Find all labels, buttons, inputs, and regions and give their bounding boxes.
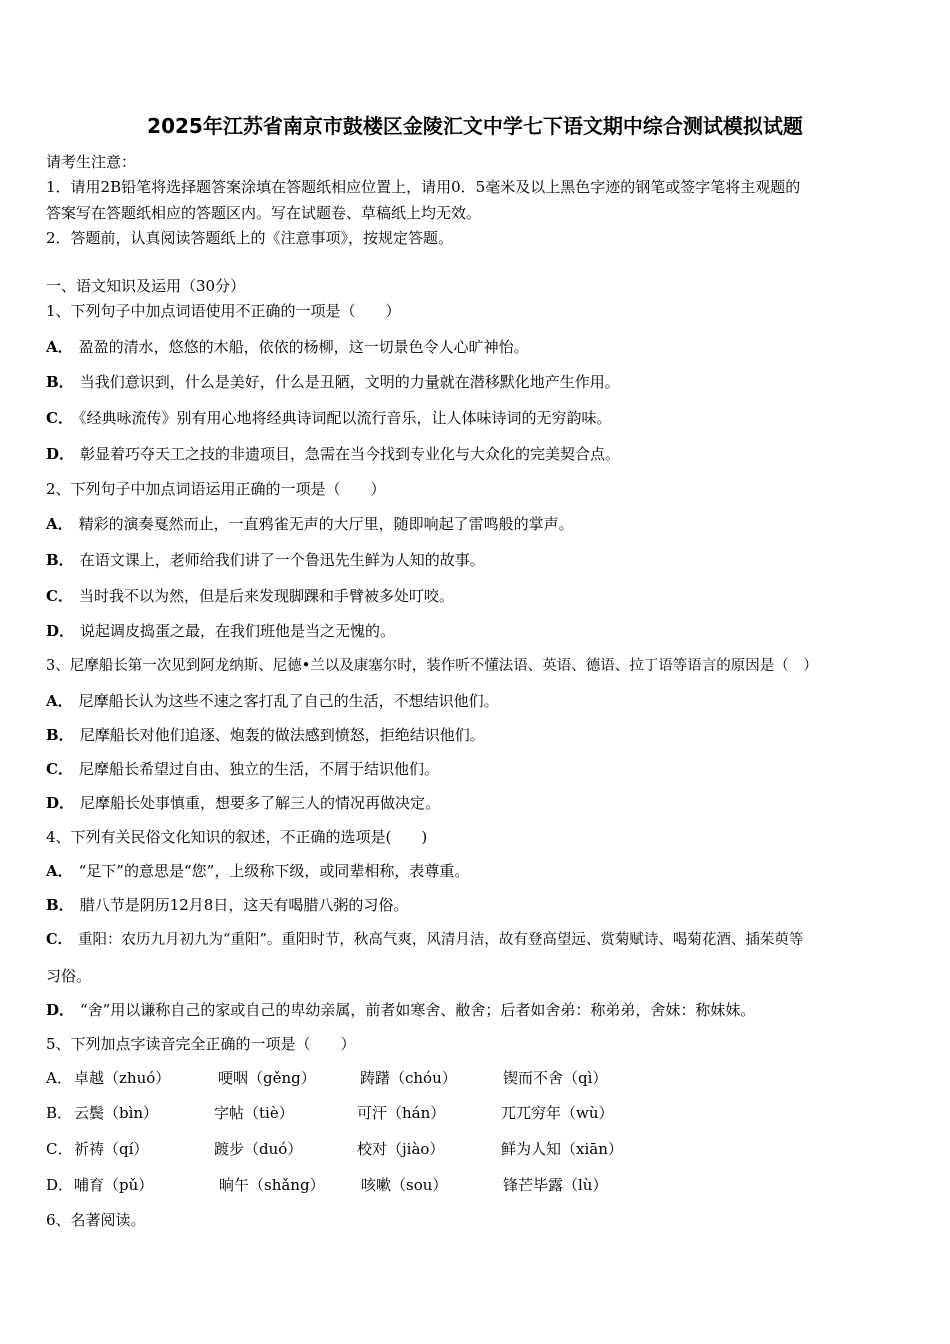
question-2-option-a: A． 精彩的演奏戛然而止，一直鸦雀无声的大厅里，随即响起了雷鸣般的掌声。 <box>46 515 574 533</box>
question-1-stem: 1、下列句子中加点词语使用不正确的一项是（ ） <box>46 302 401 320</box>
option-item: 字帖（tiè） <box>214 1104 294 1122</box>
question-6-stem: 6、名著阅读。 <box>46 1211 146 1229</box>
option-item: 踱步（duó） <box>214 1140 303 1158</box>
option-item: 咳嗽（sou） <box>361 1176 448 1194</box>
option-item: 祈祷（qí） <box>74 1140 149 1158</box>
option-item: 鲜为人知（xiān） <box>501 1140 623 1158</box>
notice-line-1a: 1．请用2B铅笔将选择题答案涂填在答题纸相应位置上，请用0．5毫米及以上黑色字迹的钢笔或签字笔将主观题的 <box>46 178 801 196</box>
question-4-option-c: C． 重阳：农历九月初九为“重阳”。重阳时节，秋高气爽，风清月洁，故有登高望远、赏菊赋诗、喝菊花酒、插茱萸等 <box>46 931 804 948</box>
question-5-option-c <box>46 1139 906 1159</box>
question-5-stem: 5、下列加点字读音完全正确的一项是（ ） <box>46 1035 356 1053</box>
option-label: B． <box>46 1104 73 1122</box>
question-1-option-c: C． 《经典咏流传》别有用心地将经典诗词配以流行音乐，让人体味诗词的无穷韵味。 <box>46 409 612 427</box>
option-item: 兀兀穷年（wù） <box>501 1104 614 1122</box>
question-4-option-c-continued: 习俗。 <box>46 967 92 985</box>
question-3-option-d: D． 尼摩船长处事慎重，想要多了解三人的情况再做决定。 <box>46 794 441 812</box>
notice-heading: 请考生注意： <box>46 153 137 171</box>
notice-line-1b: 答案写在答题纸相应的答题区内。写在试题卷、草稿纸上均无效。 <box>46 204 482 222</box>
question-3-option-b: B． 尼摩船长对他们追逐、炮轰的做法感到愤怒，拒绝结识他们。 <box>46 726 485 744</box>
section-heading: 一、语文知识及运用（30分） <box>46 277 246 295</box>
option-label: A． <box>46 1069 72 1087</box>
option-item: 卓越（zhuó） <box>74 1069 171 1087</box>
option-item: 锋芒毕露（lù） <box>503 1176 608 1194</box>
option-item: 可汗（hán） <box>357 1104 446 1122</box>
question-2-option-c: C． 当时我不以为然，但是后来发现脚踝和手臂被多处叮咬。 <box>46 587 454 605</box>
option-item: 晌午（shǎng） <box>219 1176 325 1194</box>
question-4-stem: 4、下列有关民俗文化知识的叙述，不正确的选项是( ) <box>46 828 428 846</box>
option-item: 锲而不舍（qì） <box>503 1069 608 1087</box>
question-2-stem: 2、下列句子中加点词语运用正确的一项是（ ） <box>46 480 386 498</box>
question-1-option-a: A． 盈盈的清水，悠悠的木船，依依的杨柳，这一切景色令人心旷神怡。 <box>46 338 529 356</box>
option-item: 校对（jiào） <box>357 1140 445 1158</box>
option-label: D． <box>46 1176 74 1194</box>
page-title: 2025年江苏省南京市鼓楼区金陵汇文中学七下语文期中综合测试模拟试题 <box>147 114 803 138</box>
option-item: 踌躇（chóu） <box>360 1069 457 1087</box>
question-5-option-a <box>46 1068 906 1088</box>
question-3-stem: 3、尼摩船长第一次见到阿龙纳斯、尼德•兰以及康塞尔时，装作听不懂法语、英语、德语、拉丁语等语言的原因是（ ） <box>46 658 818 674</box>
option-label: C． <box>46 1140 73 1158</box>
question-5-option-d <box>46 1175 906 1195</box>
option-item: 哺育（pǔ） <box>74 1176 154 1194</box>
notice-line-2: 2．答题前，认真阅读答题纸上的《注意事项》，按规定答题。 <box>46 229 454 247</box>
option-item: 哽咽（gěng） <box>218 1069 316 1087</box>
question-3-option-c: C． 尼摩船长希望过自由、独立的生活，不屑于结识他们。 <box>46 760 439 778</box>
question-4-option-a: A． “足下”的意思是“您”，上级称下级，或同辈相称，表尊重。 <box>46 862 470 880</box>
question-2-option-b: B． 在语文课上，老师给我们讲了一个鲁迅先生鲜为人知的故事。 <box>46 551 485 569</box>
question-3-option-a: A． 尼摩船长认为这些不速之客打乱了自己的生活，不想结识他们。 <box>46 692 499 710</box>
question-2-option-d: D． 说起调皮捣蛋之最，在我们班他是当之无愧的。 <box>46 622 396 640</box>
question-1-option-d: D． 彰显着巧夺天工之技的非遗项目，急需在当今找到专业化与大众化的完美契合点。 <box>46 445 621 463</box>
question-5-option-b <box>46 1103 906 1123</box>
question-4-option-b: B． 腊八节是阴历12月8日，这天有喝腊八粥的习俗。 <box>46 896 409 914</box>
question-1-option-b: B． 当我们意识到，什么是美好，什么是丑陋，文明的力量就在潜移默化地产生作用。 <box>46 373 620 391</box>
option-item: 云鬓（bìn） <box>74 1104 159 1122</box>
question-4-option-d: D． “舍”用以谦称自己的家或自己的卑幼亲属，前者如寒舍、敝舍；后者如舍弟：称弟弟，舍妹：称妹妹。 <box>46 1001 756 1019</box>
